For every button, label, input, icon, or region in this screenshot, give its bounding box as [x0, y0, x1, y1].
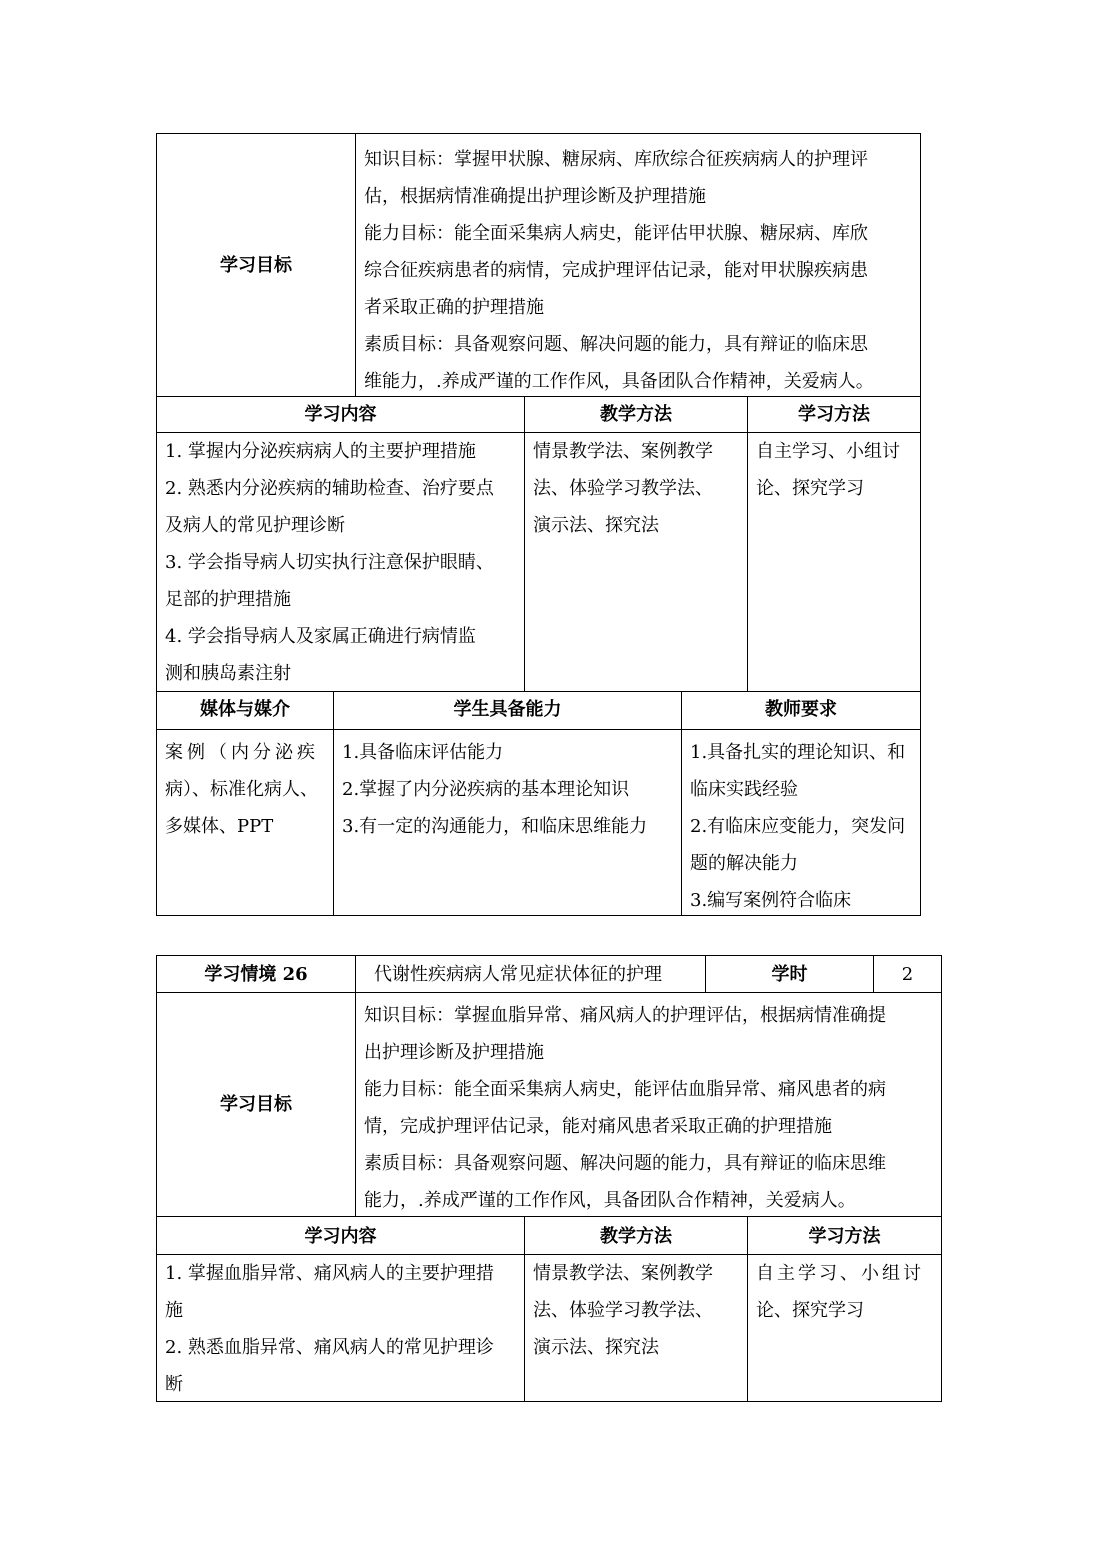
header-teaching-method: 教学方法: [524, 396, 748, 433]
goal-line: 素质目标：具备观察问题、解决问题的能力，具有辩证的临床思: [364, 334, 868, 355]
learning-line: 自主学习、小组讨: [756, 441, 900, 462]
content-line: 足部的护理措施: [165, 589, 291, 610]
content-cell: [156, 432, 525, 692]
teaching-line: 法、体验学习教学法、: [533, 478, 713, 499]
header-learning-method: 学习方法: [747, 396, 921, 433]
goal-line: 维能力，.养成严谨的工作作风，具备团队合作精神，关爱病人。: [364, 371, 874, 392]
goal-line: 估，根据病情准确提出护理诊断及护理措施: [364, 186, 706, 207]
situation-title: 代谢性疾病病人常见症状体征的护理: [355, 955, 706, 993]
teacher-line: 临床实践经验: [690, 779, 798, 800]
learning-line: 自主学习、小组讨: [756, 1263, 924, 1284]
learning-line: 论、探究学习: [756, 478, 864, 499]
content-line: 1. 掌握血脂异常、痛风病人的主要护理措: [165, 1263, 494, 1284]
goal-line: 素质目标：具备观察问题、解决问题的能力，具有辩证的临床思维: [364, 1153, 886, 1174]
teaching-line: 法、体验学习教学法、: [533, 1300, 713, 1321]
teacher-line: 1.具备扎实的理论知识、和: [690, 742, 906, 763]
teacher-line: 题的解决能力: [690, 853, 798, 874]
content-line: 施: [165, 1300, 183, 1321]
teacher-line: 3.编写案例符合临床: [690, 890, 852, 911]
goal-line: 知识目标：掌握血脂异常、痛风病人的护理评估，根据病情准确提: [364, 1005, 886, 1026]
teaching-line: 情景教学法、案例教学: [533, 441, 713, 462]
teaching-method-cell: [524, 1254, 748, 1402]
goal-line: 情，完成护理评估记录，能对痛风患者采取正确的护理措施: [364, 1116, 832, 1137]
goal-line: 能力目标：能全面采集病人病史，能评估血脂异常、痛风患者的病: [364, 1079, 886, 1100]
goal-text-cell: [355, 992, 942, 1217]
header-content: 学习内容: [156, 1216, 525, 1255]
ability-line: 3.有一定的沟通能力，和临床思维能力: [342, 816, 648, 837]
teacher-requirements-cell: [681, 729, 921, 916]
content-cell: [156, 1254, 525, 1402]
media-line: 案例（内分泌疾: [165, 742, 319, 763]
content-line: 测和胰岛素注射: [165, 663, 291, 684]
hours-value: 2: [873, 955, 942, 993]
header-learning-method: 学习方法: [747, 1216, 942, 1255]
goal-label: 学习目标: [220, 1094, 292, 1115]
teaching-line: 演示法、探究法: [533, 1337, 659, 1358]
media-line: 多媒体、PPT: [165, 816, 274, 837]
goal-label: 学习目标: [220, 254, 292, 276]
goal-text-cell: [355, 133, 921, 397]
goal-line: 综合征疾病患者的病情，完成护理评估记录，能对甲状腺疾病患: [364, 260, 868, 281]
goal-line: 知识目标：掌握甲状腺、糖尿病、库欣综合征疾病病人的护理评: [364, 149, 868, 170]
learning-method-cell: [747, 432, 921, 692]
goal-line: 能力，.养成严谨的工作作风，具备团队合作精神，关爱病人。: [364, 1190, 856, 1211]
hours-label: 学时: [705, 955, 874, 993]
media-cell: [156, 729, 334, 916]
goal-line: 能力目标：能全面采集病人病史，能评估甲状腺、糖尿病、库欣: [364, 223, 868, 244]
situation-label: 学习情境 26: [156, 955, 356, 993]
goal-label-cell: [156, 133, 356, 397]
ability-line: 1.具备临床评估能力: [342, 742, 504, 763]
content-line: 2. 熟悉血脂异常、痛风病人的常见护理诊: [165, 1337, 494, 1358]
content-line: 2. 熟悉内分泌疾病的辅助检查、治疗要点: [165, 478, 494, 499]
student-ability-cell: [333, 729, 682, 916]
content-line: 3. 学会指导病人切实执行注意保护眼睛、: [165, 552, 494, 573]
header-content: 学习内容: [156, 396, 525, 433]
goal-line: 者采取正确的护理措施: [364, 297, 544, 318]
header-student-ability: 学生具备能力: [333, 691, 682, 730]
header-teacher-requirements: 教师要求: [681, 691, 921, 730]
content-line: 及病人的常见护理诊断: [165, 515, 345, 536]
teaching-line: 情景教学法、案例教学: [533, 1263, 713, 1284]
learning-line: 论、探究学习: [756, 1300, 864, 1321]
ability-line: 2.掌握了内分泌疾病的基本理论知识: [342, 779, 630, 800]
content-line: 断: [165, 1374, 183, 1395]
teacher-line: 2.有临床应变能力，突发问: [690, 816, 906, 837]
learning-method-cell: [747, 1254, 942, 1402]
media-line: 病）、标准化病人、: [165, 779, 318, 800]
content-line: 4. 学会指导病人及家属正确进行病情监: [165, 626, 476, 647]
teaching-method-cell: [524, 432, 748, 692]
content-line: 1. 掌握内分泌疾病病人的主要护理措施: [165, 441, 476, 462]
goal-label-cell: [156, 992, 356, 1217]
header-teaching-method: 教学方法: [524, 1216, 748, 1255]
teaching-line: 演示法、探究法: [533, 515, 659, 536]
header-media: 媒体与媒介: [156, 691, 334, 730]
goal-line: 出护理诊断及护理措施: [364, 1042, 544, 1063]
